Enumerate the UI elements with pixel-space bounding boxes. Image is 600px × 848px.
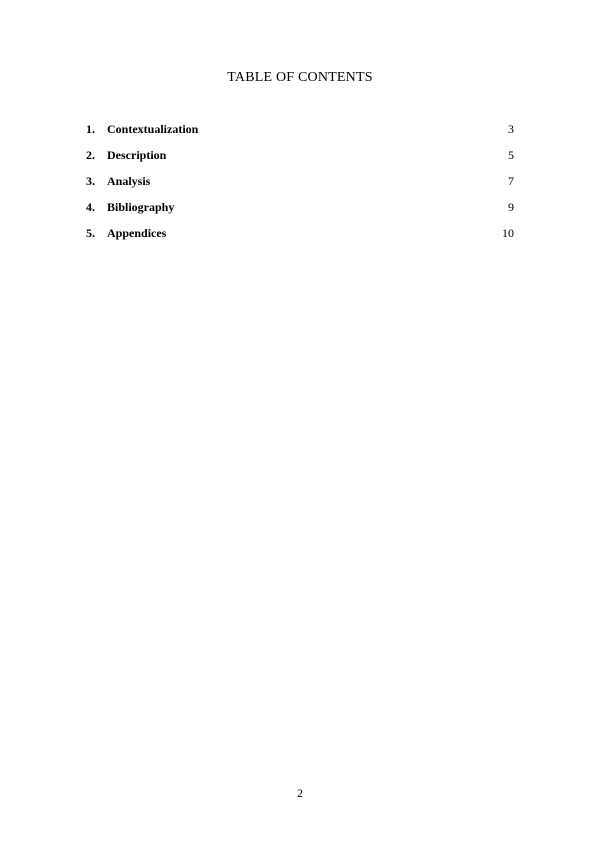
toc-entry-bibliography	[86, 200, 514, 226]
toc-list	[86, 122, 514, 252]
toc-entry-appendices	[86, 226, 514, 252]
toc-entry-number: 5.	[86, 226, 95, 240]
toc-entry-page: 5	[508, 148, 514, 162]
toc-entry-number: 3.	[86, 174, 95, 188]
toc-entry-analysis	[86, 174, 514, 200]
toc-entry-label: Appendices	[107, 226, 167, 240]
toc-entry-page: 10	[502, 226, 514, 240]
toc-entry-page: 3	[508, 122, 514, 136]
toc-entry-label: Bibliography	[107, 200, 175, 214]
toc-title: TABLE OF CONTENTS	[227, 70, 373, 85]
toc-entry-number: 2.	[86, 148, 95, 162]
toc-entry-number: 4.	[86, 200, 95, 214]
toc-entry-page: 7	[508, 174, 514, 188]
toc-entry-description	[86, 148, 514, 174]
page-number: 2	[297, 786, 303, 800]
toc-entry-number: 1.	[86, 122, 95, 136]
toc-entry-label: Analysis	[107, 174, 151, 188]
toc-entry-label: Contextualization	[107, 122, 199, 136]
toc-entry-page: 9	[508, 200, 514, 214]
toc-entry-contextualization	[86, 122, 514, 148]
toc-entry-label: Description	[107, 148, 167, 162]
